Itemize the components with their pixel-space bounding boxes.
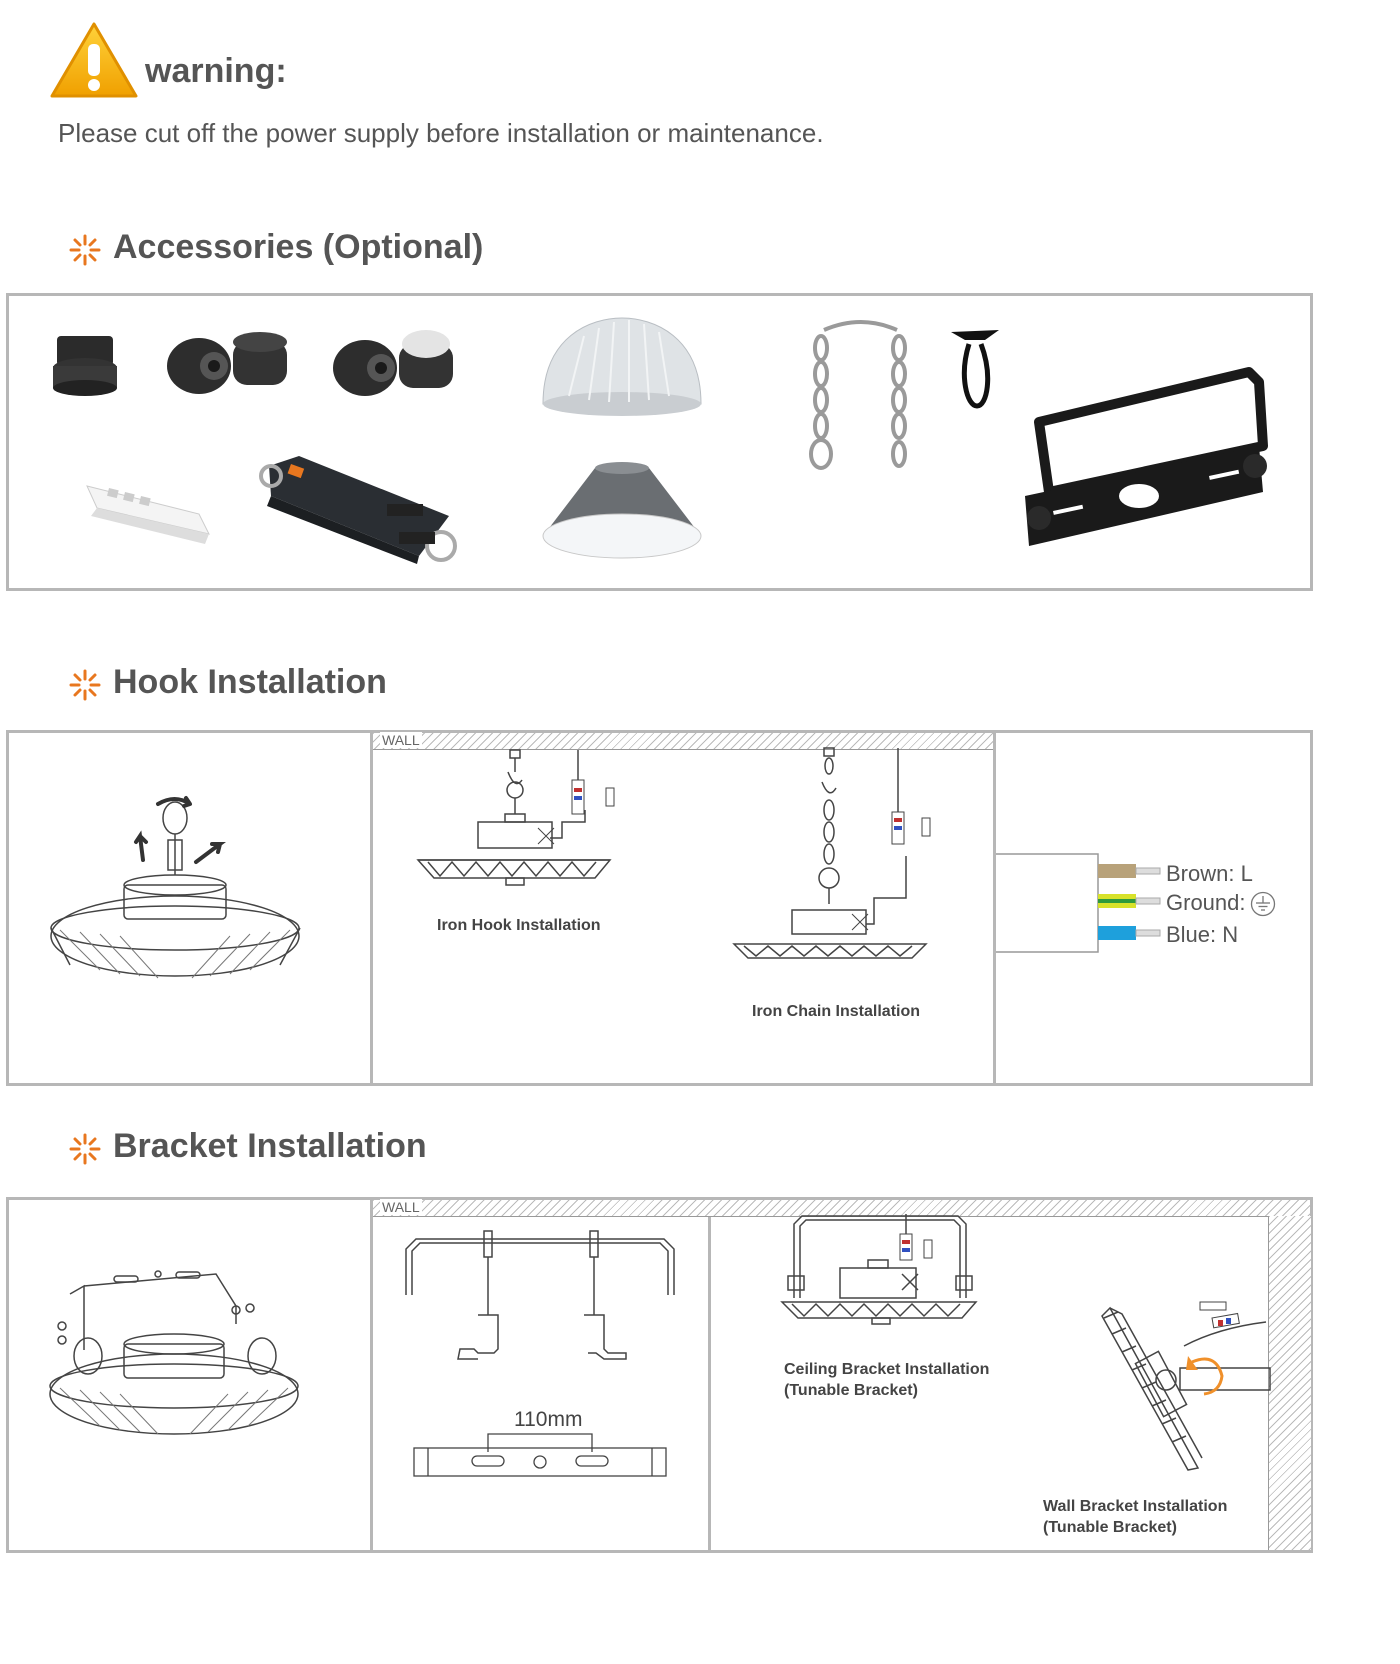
- bracket-installation-title: Bracket Installation: [113, 1127, 427, 1165]
- bracket-section-icon: [68, 1132, 102, 1171]
- ceiling-bracket-diagram: [778, 1214, 988, 1324]
- wall-bracket-diagram: [1088, 1298, 1270, 1474]
- accessories-section-icon: [68, 233, 102, 272]
- sensor-image-2: [333, 330, 453, 396]
- chain-image: [811, 322, 905, 468]
- dimension-label: 110mm: [514, 1408, 583, 1431]
- remote-image: [87, 486, 209, 544]
- hook-image: [951, 330, 999, 406]
- accessories-title: Accessories (Optional): [113, 228, 484, 266]
- wire-label-ground: Ground:: [1166, 890, 1246, 915]
- wall-hatch-side: [1268, 1216, 1311, 1550]
- hook-section-icon: [68, 668, 102, 707]
- iron-chain-diagram: [728, 748, 948, 958]
- bracket-panel-divider-1: [370, 1197, 373, 1553]
- wire-label-blue: Blue: N: [1166, 922, 1239, 947]
- wall-bracket-caption-line2: (Tunable Bracket): [1043, 1519, 1177, 1536]
- warning-icon: [48, 18, 140, 100]
- ceiling-bracket-caption-line2: (Tunable Bracket): [784, 1382, 918, 1399]
- bracket-mounting-diagram: [400, 1225, 690, 1365]
- ground-icon: [1250, 891, 1276, 922]
- clear-reflector-image: [543, 318, 701, 416]
- wire-label-brown: Brown: L: [1166, 861, 1253, 886]
- wall-label: WALL: [382, 732, 420, 748]
- warning-message: Please cut off the power supply before installation or maintenance.: [58, 118, 824, 148]
- hook-panel-divider-1: [370, 730, 373, 1086]
- hook-installation-title: Hook Installation: [113, 663, 387, 701]
- bracket-wall-label: WALL: [382, 1199, 420, 1215]
- warning-title: warning:: [145, 52, 287, 90]
- aluminum-reflector-image: [543, 462, 701, 558]
- dimension-line: [410, 1428, 670, 1478]
- wall-bracket-caption-line1: Wall Bracket Installation: [1043, 1498, 1228, 1515]
- bracket-image: [1025, 372, 1267, 546]
- adapter-image: [53, 336, 117, 396]
- lamp-bracket-diagram: [40, 1260, 310, 1450]
- iron-chain-caption: Iron Chain Installation: [752, 1003, 921, 1020]
- sensor-image-1: [167, 332, 287, 394]
- iron-hook-caption: Iron Hook Installation: [437, 917, 601, 934]
- iron-hook-diagram: [410, 750, 630, 885]
- accessories-panel: [6, 293, 1313, 591]
- lamp-eyebolt-diagram: [40, 780, 310, 1000]
- ceiling-bracket-caption-line1: Ceiling Bracket Installation: [784, 1361, 990, 1378]
- bracket-panel-divider-2: [708, 1214, 711, 1553]
- driver-box-image: [261, 456, 455, 564]
